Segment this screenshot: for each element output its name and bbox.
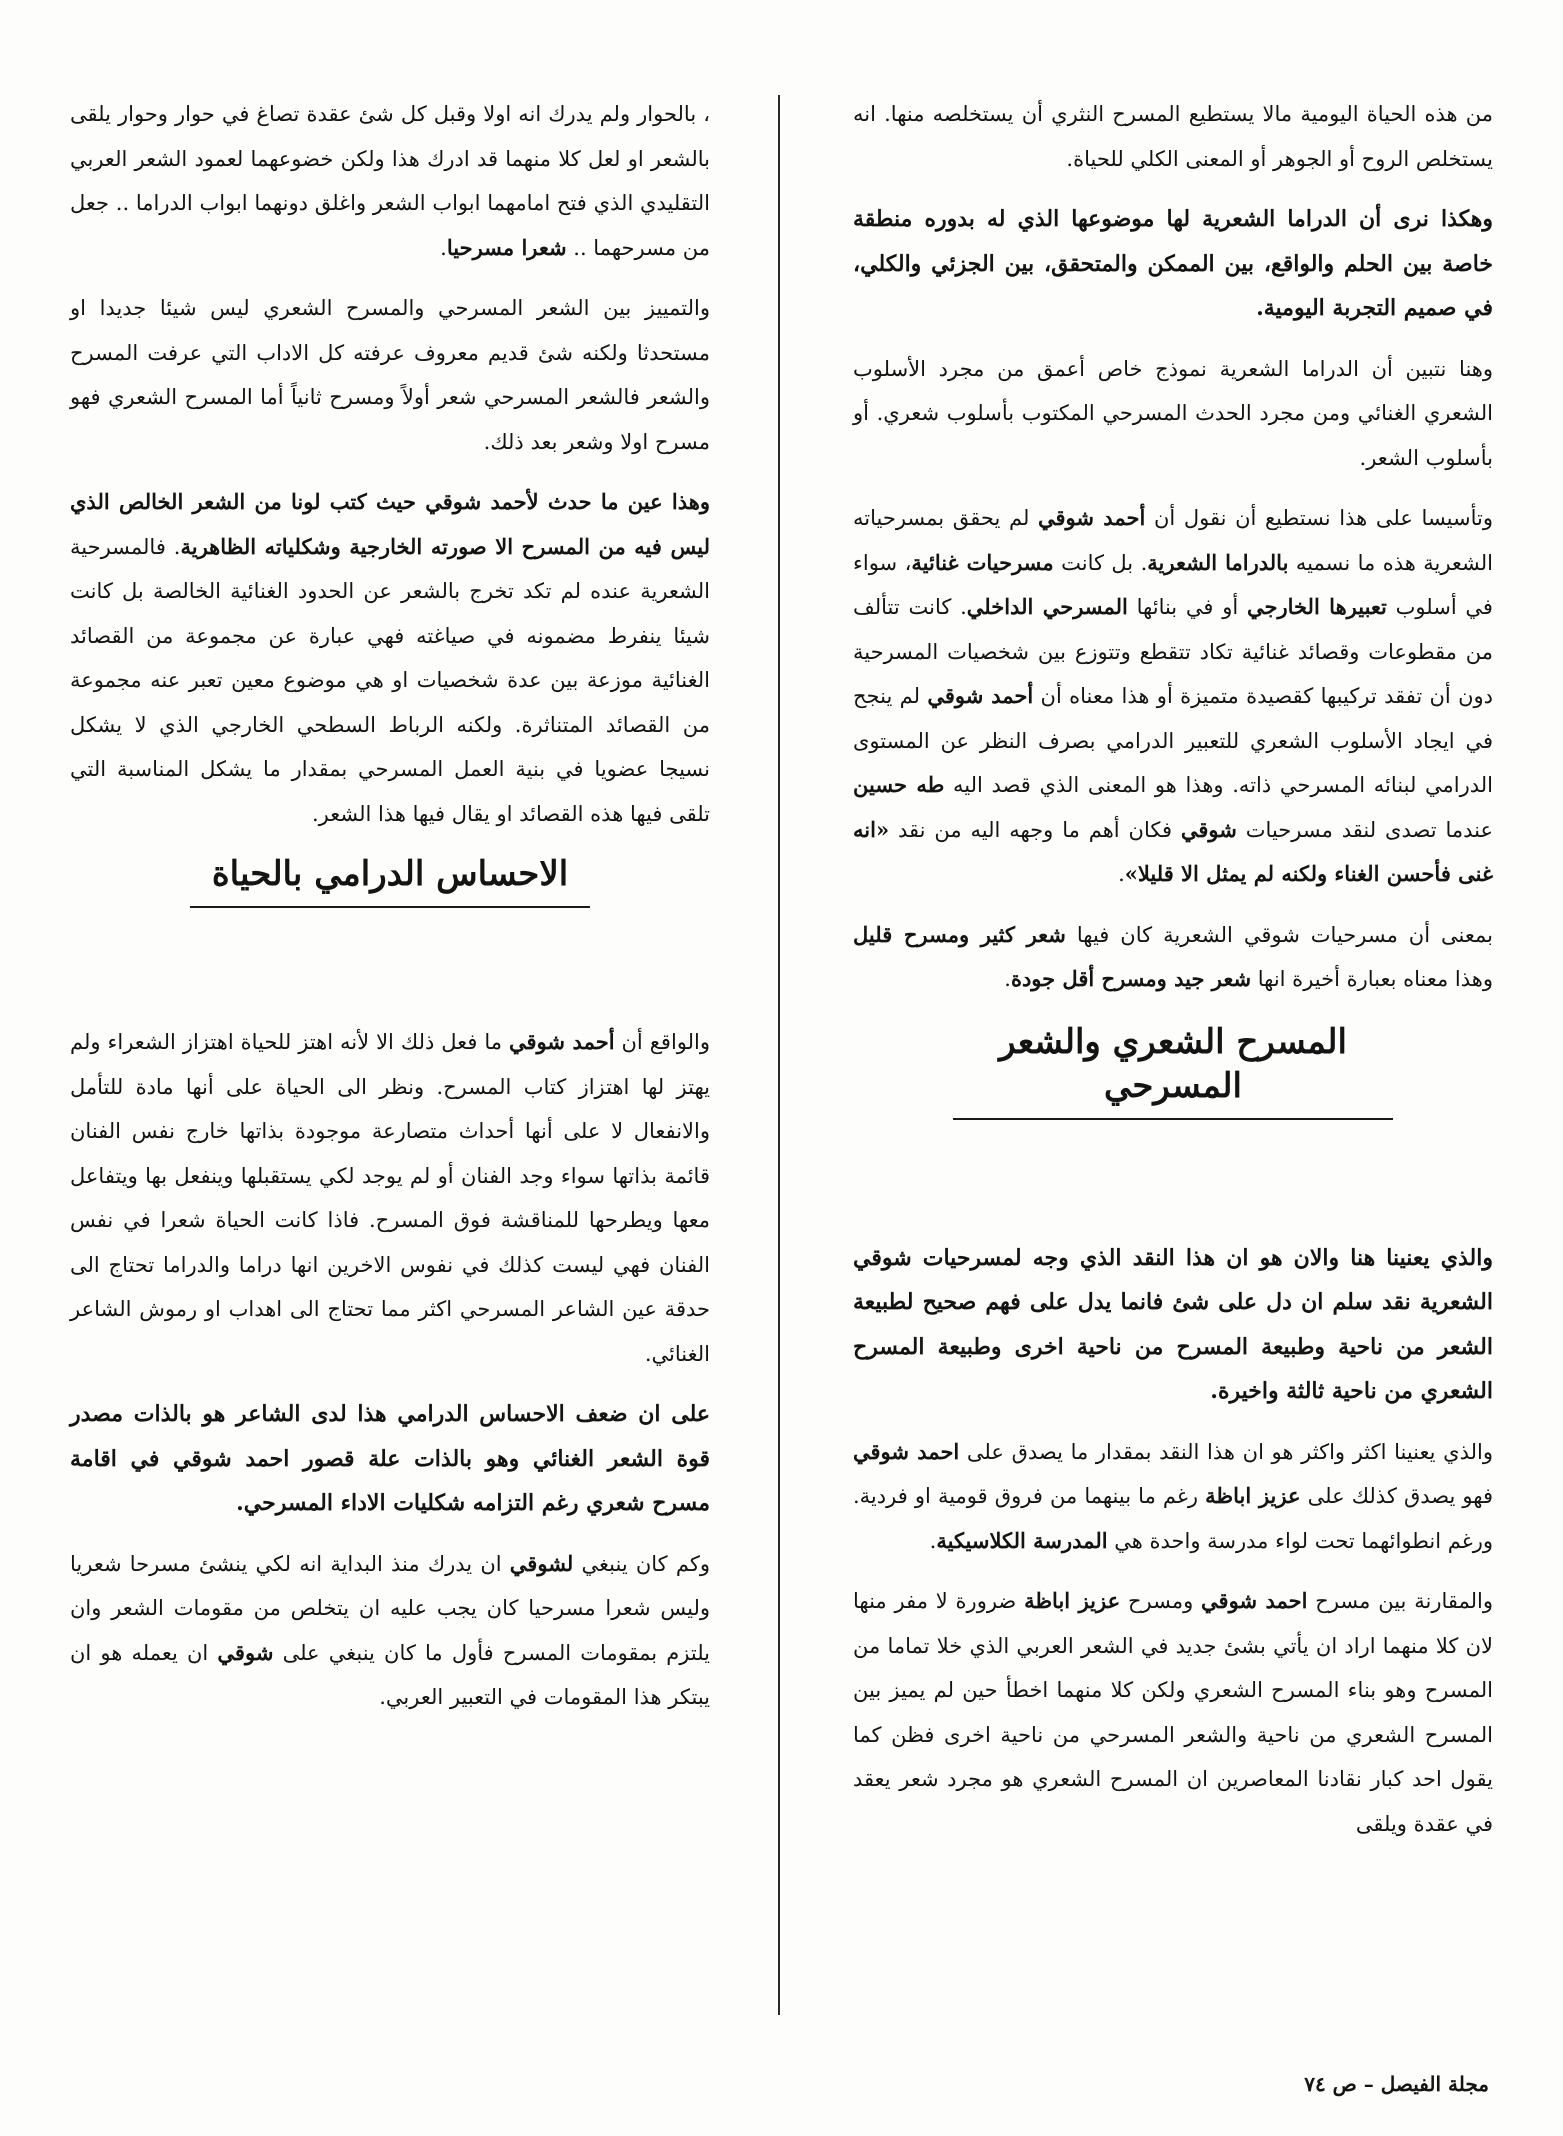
text-run: . <box>440 235 447 260</box>
text-run: . <box>1004 967 1011 991</box>
term-poetic-drama: بالدراما الشعرية <box>1147 549 1289 575</box>
right-paragraph-3: وهنا نتبين أن الدراما الشعرية نموذج خاص أعمق من مجرد الأسلوب الشعري الغنائي ومن مجرد الحدث المسرحي المكتوب بأسلوب شعري. أو بأسلوب الشعر. <box>853 356 1493 470</box>
text-run: رغم ما بينهما من فروق قومية او فردية. ورغم انطوائهما تحت لواء مدرسة واحدة هي <box>853 1484 1493 1553</box>
name-shawqi: لشوقي <box>509 1550 574 1576</box>
text-run: وكم كان ينبغي <box>573 1551 710 1576</box>
text-run: ما فعل ذلك الا لأنه اهتز للحياة اهتزاز الشعراء ولم يهتز لها اهتزاز كتاب المسرح. ونظر الى الحياة على أنها مادة للتأمل والانفعال لا على أنها أحداث متصارعة موجودة بذاتها خارج نفس الفنان قائمة بذاتها سواء وجد الفنان أو لم يوجد لكي يستقبلها وينفعل بها ويتفاعل معها ويطرحها للمناقشة فوق المسرح. فاذا كانت الحياة شعرا في نفس الفنان فهي ليست كذلك في نفوس الاخرين انها دراما والدراما تحتاج الى حدقة عين الشاعر المسرحي اكثر مما تحتاج الى اهداب او رموش الشاعر الغنائي. <box>70 1030 711 1366</box>
left-paragraph-6 <box>70 1542 710 1720</box>
right-paragraph-5 <box>853 913 1493 1002</box>
text-run: . بل كانت <box>1053 550 1148 575</box>
left-paragraph-5: على ان ضعف الاحساس الدرامي هذا لدى الشاعر هو بالذات مصدر قوة الشعر الغنائي وهو بالذات علة قصور احمد شوقي في اقامة مسرح شعري رغم التزامه شكليات الاداء المسرحي. <box>70 1401 710 1516</box>
text-run: والذي يعنينا اكثر واكثر هو ان هذا النقد بمقدار ما يصدق على <box>959 1439 1493 1464</box>
term-internal-theatre: المسرحي الداخلي <box>966 594 1128 619</box>
text-run: ، سواء في أسلوب <box>853 550 1493 619</box>
bold-lead-sentence: وهذا عين ما حدث لأحمد شوقي حيث كتب لونا من الشعر الخالص الذي ليس فيه من المسرح الا صورته الخارجية وشكلياته الظاهرية <box>70 489 710 559</box>
right-paragraph-2: وهكذا نرى أن الدراما الشعرية لها موضوعها الذي له بدوره منطقة خاصة بين الحلم والواقع، بين الممكن والمتحقق، بين الجزئي والكلي، في صميم التجربة اليومية. <box>853 206 1493 321</box>
right-paragraph-1: من هذه الحياة اليومية مالا يستطيع المسرح النثري أن يستخلصه منها. انه يستخلص الروح أو الجوهر أو المعنى الكلي للحياة. <box>853 102 1493 171</box>
text-run: فكان أهم ما وجهه اليه من نقد <box>889 817 1181 842</box>
text-run: ان يعمله هو ان يبتكر هذا المقومات في التعبير العربي. <box>70 1640 710 1709</box>
term-theatrical-poetry: شعرا مسرحيا <box>446 234 567 260</box>
section-heading-text: المسرح الشعري والشعر المسرحي <box>999 1021 1347 1106</box>
section-heading-text: الاحساس الدرامي بالحياة <box>211 854 569 894</box>
text-run: وتأسيسا على هذا نستطيع أن نقول أن <box>1145 506 1493 530</box>
section-spacer <box>70 908 710 1020</box>
text-run: والواقع أن <box>614 1030 710 1054</box>
text-run: وهذا معناه بعبارة أخيرة انها <box>1251 967 1493 991</box>
text-run: لم ينجح في ايجاد الأسلوب الشعري للتعبير الدرامي بصرف النظر عن المستوى الدرامي لبنائه المسرحي ذاته. وهذا هو المعنى الذي قصد اليه <box>853 684 1494 797</box>
name-aziz-abaza: عزيز اباظة <box>1205 1483 1301 1508</box>
term-good-poetry: شعر جيد ومسرح أقل جودة <box>1010 966 1252 991</box>
text-run: بمعنى أن مسرحيات شوقي الشعرية كان فيها <box>1065 922 1493 947</box>
text-run: لم يحقق بمسرحياته الشعرية هذه ما نسميه <box>853 506 1494 575</box>
term-external-expression: تعبيرها الخارجي <box>1246 594 1387 619</box>
text-run: . كانت تتألف من مقطوعات وقصائد غنائية تكاد تتقطع وتتوزع بين شخصيات المسرحية دون أن تفقد تركيبها كقصيدة متميزة أو هذا معناه أن <box>853 595 1493 708</box>
name-ahmed-shawqi: أحمد شوقي <box>927 683 1034 708</box>
text-run: . <box>929 1528 937 1553</box>
name-shawqi: شوقي <box>217 1639 274 1665</box>
term-classical-school: المدرسة الكلاسيكية <box>936 1527 1108 1553</box>
left-paragraph-4 <box>70 1020 710 1376</box>
text-run: ضرورة لا مفر منها لان كلا منهما اراد ان يأتي بشئ جديد في الشعر العربي الذي خلا تماما من المسرح وهو بناء المسرح الشعري ولكن كلا منهما اخطأ حين لم يميز بين المسرح الشعري من ناحية والشعر المسرحي من ناحية اخرى فظن كما يقول احد كبار نقادنا المعاصرين ان المسرح الشعري هو مجرد شعر يعقد في عقدة ويلقى <box>853 1589 1493 1836</box>
text-run: عندما تصدى لنقد مسرحيات <box>1236 817 1493 842</box>
text-run: . <box>1118 862 1125 886</box>
text-run: ان يدرك منذ البداية انه لكي ينشئ مسرحا شعريا وليس شعرا مسرحيا كان يجب عليه ان يتخلص من مقومات الشعر وان يلتزم بمقومات المسرح فأول ما كان ينبغي على <box>70 1551 710 1665</box>
right-paragraph-8 <box>853 1579 1493 1846</box>
name-ahmed-shawqi: أحمد شوقي <box>508 1029 615 1054</box>
text-run: فهو يصدق كذلك على <box>1300 1484 1493 1508</box>
text-run: . فالمسرحية الشعرية عنده لم تكد تخرج بالشعر عن الحدود الغنائية الخالصة بل كانت شيئا ينفرط مضمونه في صياغته فهي عبارة عن مجموعة من القصائد الغنائية موزعة بين عدة شخصيات او هي موضوع معين تعبر عنه مجموعة من القصائد المتناثرة. ولكنه الرباط السطحي الخارجي الذي لا يشكل نسيجا عضويا في بنية العمل المسرحي بمقدار ما يشكل المناسبة التي تلقى فيها هذه القصائد او يقال فيها هذا الشعر. <box>70 534 710 826</box>
text-run: ومسرح <box>1120 1589 1202 1613</box>
term-lyrical-plays: مسرحيات غنائية <box>911 549 1054 575</box>
name-aziz-abaza: عزيز اباظة <box>1024 1588 1121 1613</box>
left-paragraph-1 <box>70 92 710 270</box>
name-ahmed-shawqi: احمد شوقي <box>853 1438 960 1464</box>
left-paragraph-2: والتمييز بين الشعر المسرحي والمسرح الشعري ليس شيئا جديدا او مستحدثا ولكنه شئ قديم معروف عرفته كل الاداب التي عرفت المسرح والشعر فالشعر المسرحي شعر أولاً ومسرح ثانياً أما المسرح الشعري فهو مسرح اولا وشعر بعد ذلك. <box>70 296 710 454</box>
text-run: ، بالحوار ولم يدرك انه اولا وقبل كل شئ عقدة تصاغ في حوار وحوار يلقى بالشعر او لعل كلا منهما قد ادرك هذا ولكن خضوعهما لعمود الشعر العربي التقليدي الذي فتح امامهما ابواب الشعر واغلق دونهما ابواب الدراما .. جعل من مسرحهما .. <box>70 102 710 260</box>
name-ahmed-shawqi: احمد شوقي <box>1201 1588 1308 1613</box>
text-run: أو في بنائها <box>1127 595 1247 619</box>
column-divider <box>778 95 780 2015</box>
section-heading-dramatic-sense <box>190 852 590 908</box>
right-column <box>853 92 1493 1862</box>
name-ahmed-shawqi: أحمد شوقي <box>1038 505 1146 530</box>
right-paragraph-6: والذي يعنينا هنا والان هو ان هذا النقد الذي وجه لمسرحيات شوقي الشعرية نقد سلم ان دل على شئ فانما يدل على فهم صحيح لطبيعة الشعر من ناحية وطبيعة المسرح من ناحية اخرى وطبيعة المسرح الشعري من ناحية ثالثة واخيرة. <box>853 1244 1493 1404</box>
quote-taha-hussein: «انه غنى فأحسن الغناء ولكنه لم يمثل الا قليلا» <box>853 816 1493 886</box>
left-paragraph-3 <box>70 480 710 836</box>
right-paragraph-7 <box>853 1430 1493 1564</box>
name-taha-hussein: طه حسين <box>853 772 945 797</box>
text-run: والمقارنة بين مسرح <box>1307 1589 1493 1613</box>
term-much-poetry: شعر كثير ومسرح قليل <box>853 921 1066 947</box>
page-footer: مجلة الفيصل – ص ٧٤ <box>1304 2072 1489 2096</box>
section-spacer <box>853 1120 1493 1236</box>
name-shawqi: شوقي <box>1180 816 1237 842</box>
section-heading-poetic-theatre <box>953 1020 1393 1120</box>
right-paragraph-4 <box>853 496 1493 897</box>
left-column <box>70 92 710 1736</box>
